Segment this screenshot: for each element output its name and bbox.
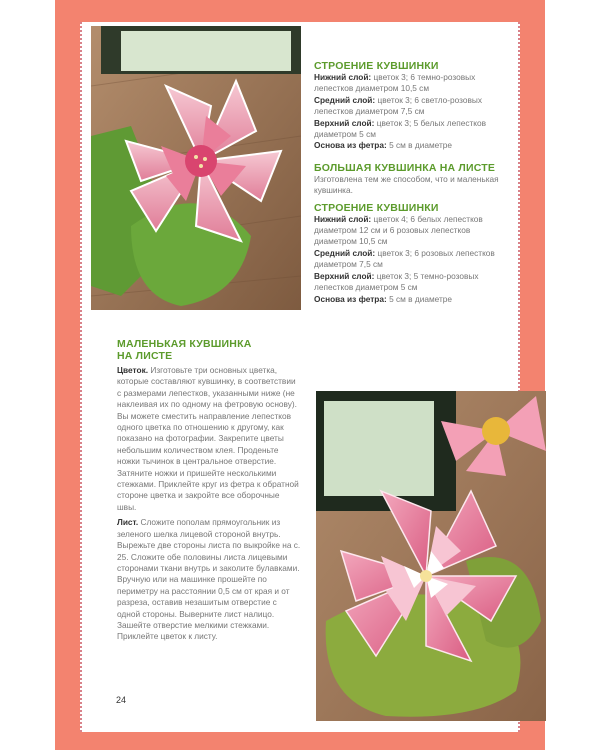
- spec-text: цветок 3; 6 светло-розовых лепестков диаметром 7,5 см: [314, 94, 482, 117]
- spec-label: Средний слой:: [314, 94, 376, 105]
- spec-line: [314, 95, 504, 118]
- spec-label: Верхний слой:: [314, 270, 375, 281]
- instruction-paragraph: [117, 365, 301, 513]
- spec-line: [314, 214, 504, 248]
- spec-line: [314, 248, 504, 271]
- spec-text: цветок 3; 5 темно-розовых лепестков диаметром 5 см: [314, 270, 479, 293]
- right-margin: [545, 0, 600, 750]
- right-text-column: [314, 60, 504, 305]
- paragraph-text: Изготовьте три основных цветка, которые составляют кувшинку, в соответствии с размерами лепестков, указанными ниже (не наклеивая их по одному на фетровую основу). Вы можете сместить направление лепестков одного цветка по отношению к другому, как показано на фотографии. Закрепите цветы небольшим количеством клея. Проденьте ножки тычинок в центральное отверстие. Затяните ножки и пришейте несколькими стежками. Приклейте круг из фетра к обратной стороне цветка и закройте все оборочные швы.: [117, 365, 299, 512]
- intro-text: Изготовлена тем же способом, что и маленькая кувшинка.: [314, 173, 499, 196]
- spec-label: Средний слой:: [314, 247, 376, 258]
- small-water-lily-photo: [91, 26, 301, 310]
- spec-text: цветок 3; 6 темно-розовых лепестков диаметром 10,5 см: [314, 72, 476, 94]
- paragraph-text: Сложите пополам прямоугольник из зеленого шелка лицевой стороной внутрь. Вырежьте две стороны листа по выкройке на с. 25. Сложите обе половины листа лицевыми сторонами ткани внутрь и заколите булавками. Вручную или на машинке прошейте по периметру на расстоянии 0,5 см от края и от разреза, оставив незашитым отверстие с одной стороны. Выверните лист налицо. Зашейте отверстие мелкими стежками. Приклейте цветок к листу.: [117, 517, 301, 642]
- spec-label: Нижний слой:: [314, 72, 372, 82]
- instruction-paragraph: [117, 517, 301, 642]
- spec-text: 5 см в диаметре: [386, 140, 453, 151]
- section-heading: СТРОЕНИЕ КУВШИНКИ: [314, 60, 439, 72]
- page-number: 24: [116, 695, 127, 705]
- section-heading: БОЛЬШАЯ КУВШИНКА НА ЛИСТЕ: [314, 161, 496, 174]
- spec-text: 5 см в диаметре: [386, 293, 453, 304]
- spec-line: [314, 294, 504, 305]
- large-water-lily-photo: [316, 391, 546, 721]
- left-text-column: [117, 338, 301, 643]
- left-margin: [0, 0, 55, 750]
- spec-label: Основа из фетра:: [314, 293, 387, 304]
- paragraph-label: Цветок.: [117, 365, 149, 375]
- section-heading: СТРОЕНИЕ КУВШИНКИ: [314, 201, 439, 214]
- spec-text: цветок 4; 6 белых лепестков диаметром 12 см и 6 розовых лепестков диаметром 10,5 см: [314, 213, 483, 247]
- spec-line: [314, 118, 504, 141]
- spec-line: [314, 72, 504, 95]
- spec-label: Нижний слой:: [314, 213, 372, 224]
- section-heading: МАЛЕНЬКАЯ КУВШИНКА НА ЛИСТЕ: [117, 338, 252, 362]
- spec-line: [314, 271, 504, 294]
- spec-label: Верхний слой:: [314, 117, 375, 128]
- spec-label: Основа из фетра:: [314, 140, 387, 151]
- paragraph-label: Лист.: [117, 517, 139, 528]
- spec-line: [314, 140, 504, 151]
- spec-text: цветок 3; 5 белых лепестков диаметром 5 см: [314, 117, 487, 140]
- spec-text: цветок 3; 6 розовых лепестков диаметром 7,5 см: [314, 247, 495, 270]
